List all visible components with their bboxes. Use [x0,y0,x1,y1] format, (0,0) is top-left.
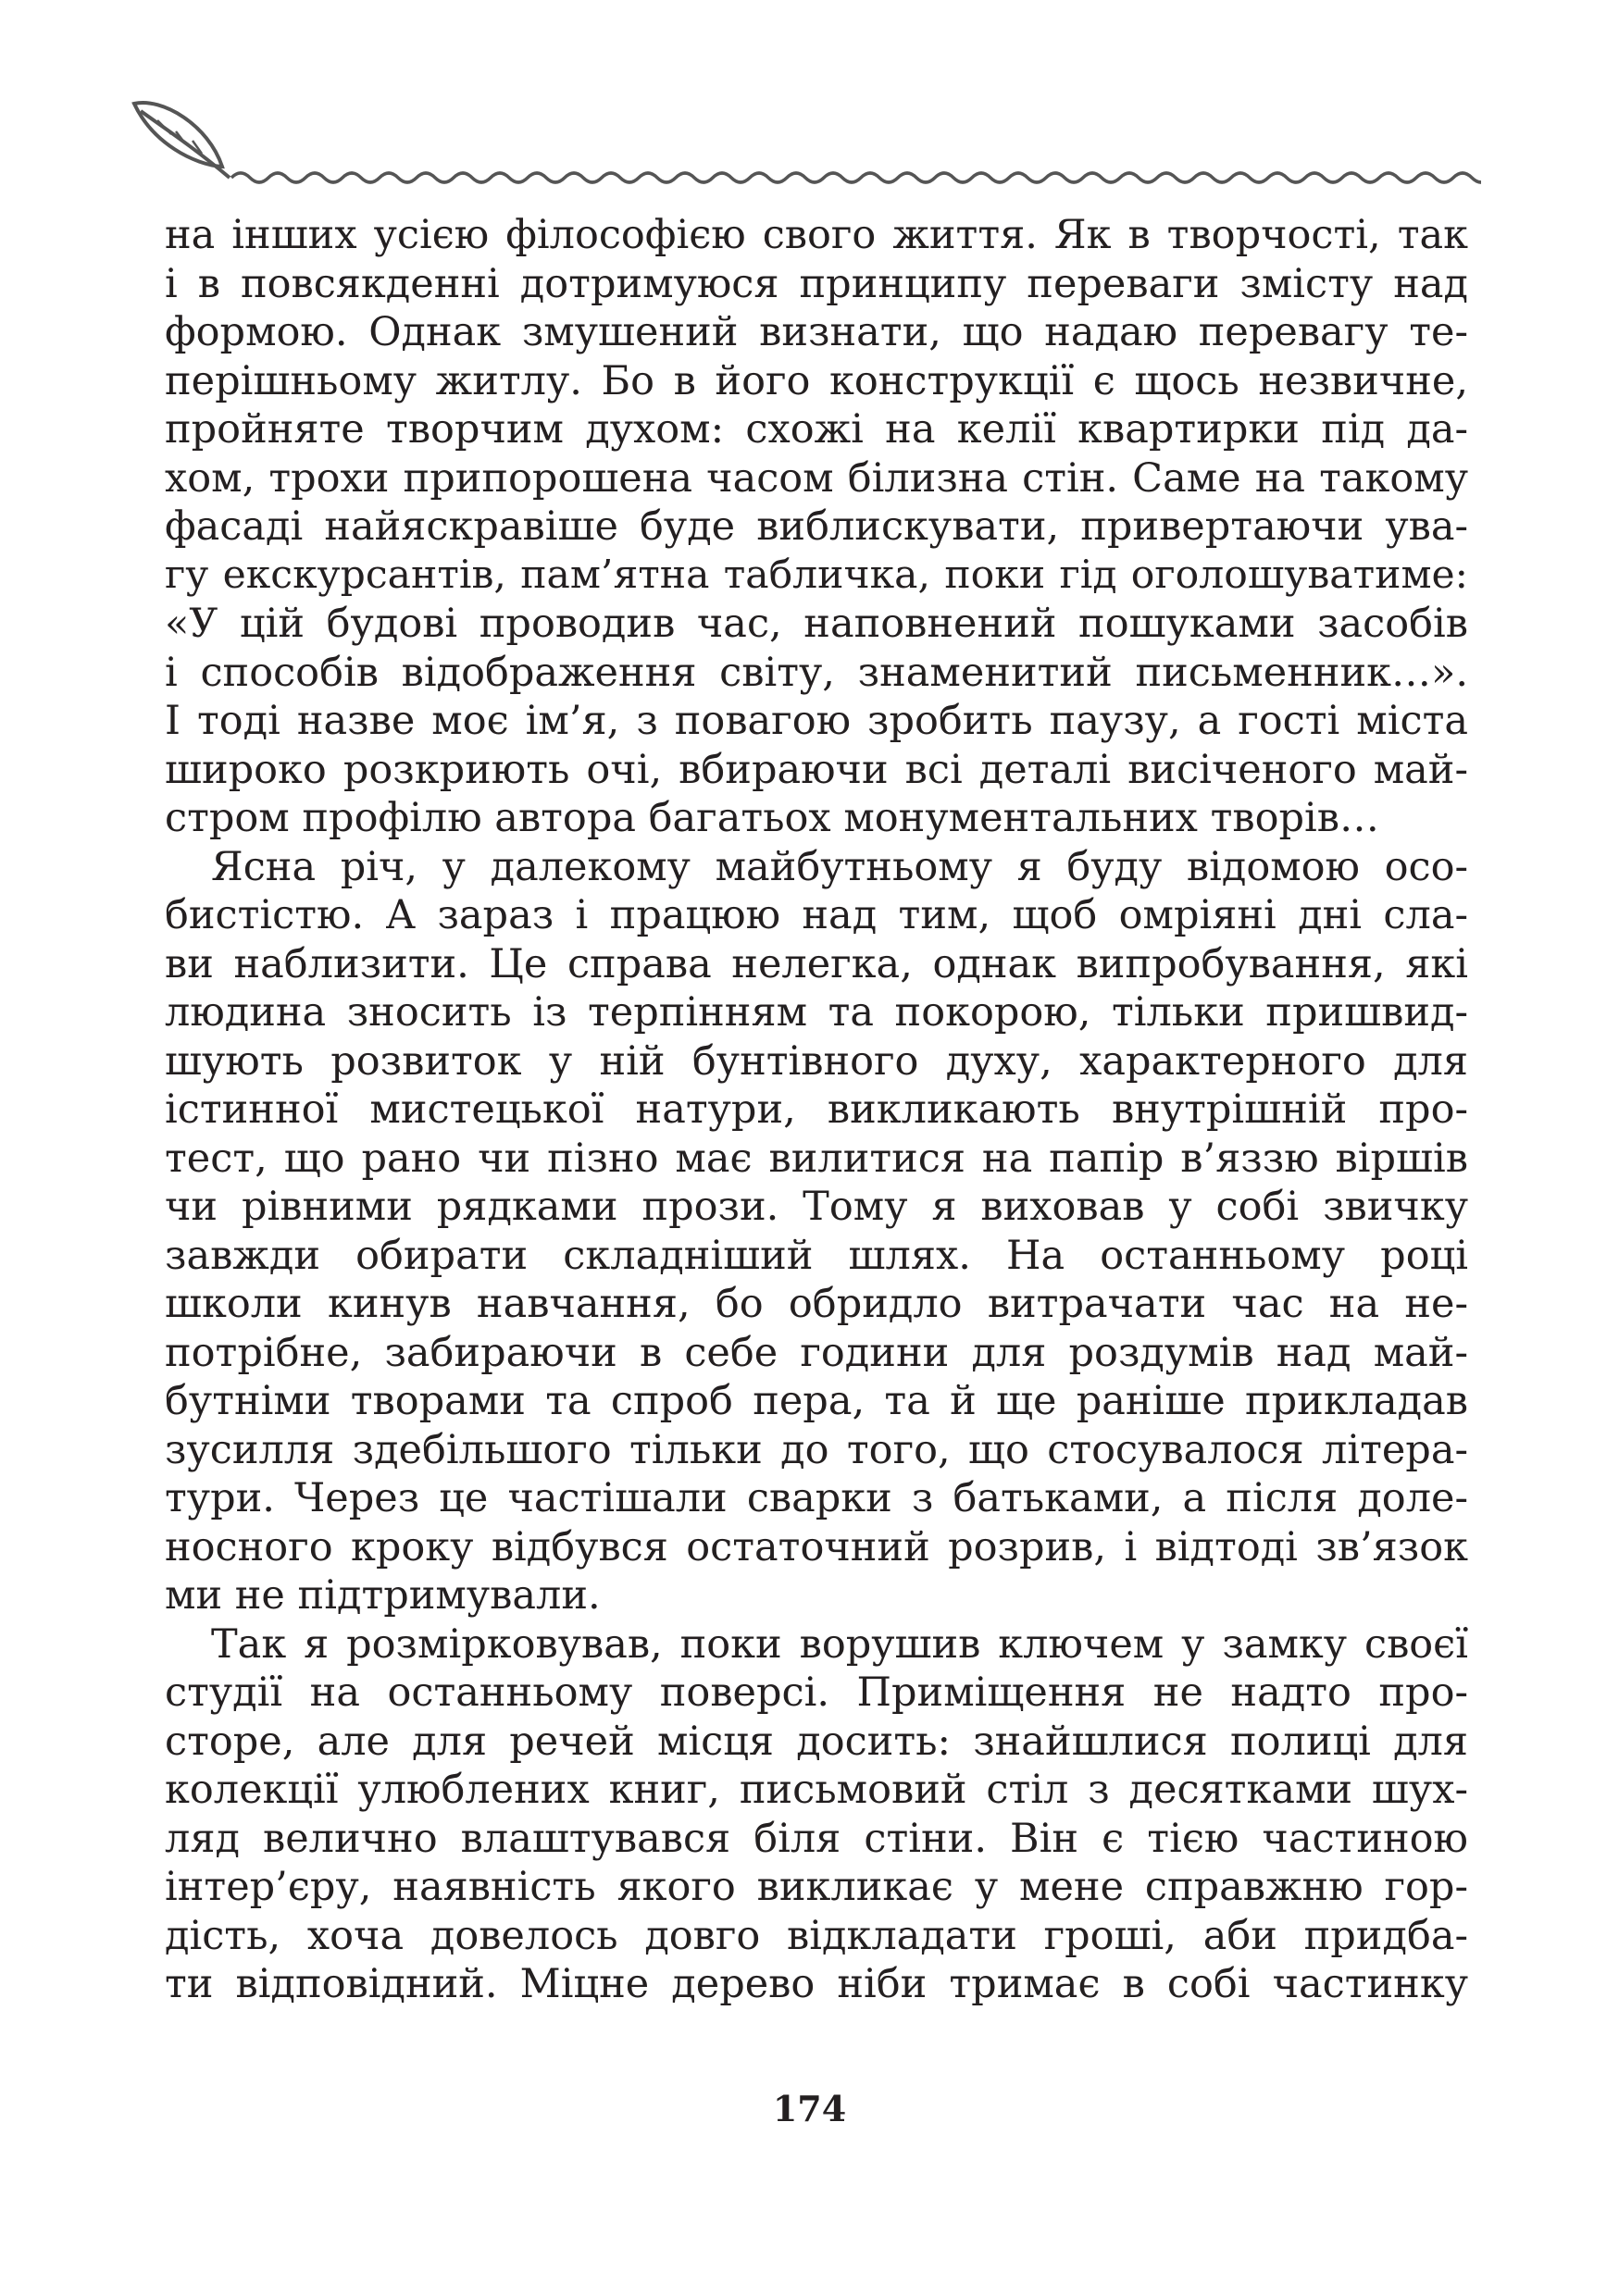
text-line: формою. Однак змушений визнати, що надаю перевагу те- [165,309,1468,355]
text-line: дість, хоча довелось довго відкладати гроші, аби придба- [165,1912,1468,1959]
text-line: бистістю. А зараз і працюю над тим, щоб омріяні дні сла- [165,892,1468,938]
text-line: тури. Через це частішали сварки з батьками, а після доле- [165,1475,1468,1521]
quill-feather-icon [134,103,230,178]
paragraph [165,843,1468,1620]
page-number: 174 [772,2088,847,2129]
text-line: зусилля здебільшого тільки до того, що стосувалося літера- [165,1426,1468,1473]
text-line: і способів відображення світу, знаменитий письменник…». [165,649,1468,696]
text-line: людина зносить із терпінням та покорою, тільки пришвид- [165,989,1468,1036]
text-line: ви наблизити. Це справа нелегка, однак випробування, які [165,940,1468,987]
text-line: стром профілю автора багатьох монументальних творів… [165,795,1379,841]
text-line: носного кроку відбувся остаточний розрив, і відтоді зв’язок [165,1523,1468,1570]
text-line: школи кинув навчання, бо обридло витрачати час на не- [165,1281,1468,1327]
text-line: Так я розмірковував, поки ворушив ключем у замку своєї [211,1620,1468,1668]
text-line: і в повсякденні дотримуюся принципу переваги змісту над [165,260,1468,307]
text-line: шують розвиток у ній бунтівного духу, характерного для [165,1037,1468,1085]
body-text [165,211,1468,2009]
text-line: на інших усією філософією свого життя. Як в творчості, так [165,212,1468,258]
text-line: чи рівними рядками прози. Тому я виховав у собі звичку [165,1184,1468,1230]
text-line: фасаді найяскравіше буде виблискувати, привертаючи ува- [165,503,1468,550]
text-line: широко розкриють очі, вбираючи всі деталі висіченого май- [165,746,1468,793]
text-line: ми не підтримували. [165,1572,601,1619]
text-line: І тоді назве моє ім’я, з повагою зробить паузу, а гості міста [165,698,1468,744]
text-line: бутніми творами та спроб пера, та й ще раніше прикладав [165,1378,1468,1424]
text-line: хом, трохи припорошена часом білизна стін. Саме на такому [165,454,1468,502]
text-line: пройняте творчим духом: схожі на келії квартирки під да- [165,406,1468,453]
text-line: потрібне, забираючи в себе години для роздумів над май- [165,1329,1468,1376]
text-line: завжди обирати складніший шлях. На останньому році [165,1232,1468,1279]
text-line: гу екскурсантів, пам’ятна табличка, поки гід оголошуватиме: [165,552,1468,598]
paragraph [165,211,1468,843]
text-line: ти відповідний. Міцне дерево ніби тримає в собі частинку [165,1961,1468,2007]
text-line: ляд велично влаштувався біля стіни. Він є тією частиною [165,1815,1468,1862]
text-line: перішньому житлу. Бо в його конструкції є щось незвичне, [165,357,1468,404]
text-line: сторе, але для речей місця досить: знайшлися полиці для [165,1718,1468,1765]
header-ornament [120,93,1481,194]
text-line: колекції улюблених книг, письмовий стіл з десятками шух- [165,1767,1468,1813]
text-line: «У цій будові проводив час, наповнений пошуками засобів [165,601,1468,647]
paragraph [165,1620,1468,2009]
text-line: тест, що рано чи пізно має вилитися на папір в’яззю віршів [165,1135,1468,1182]
text-line: студії на останньому поверсі. Приміщення не надто про- [165,1669,1468,1716]
text-line: істинної мистецької натури, викликають внутрішній про- [165,1086,1468,1133]
text-line: Ясна річ, у далекому майбутньому я буду відомою осо- [211,843,1468,890]
wavy-rule [231,173,1481,182]
text-line: інтер’єру, наявність якого викликає у мене справжню гор- [165,1864,1468,1910]
